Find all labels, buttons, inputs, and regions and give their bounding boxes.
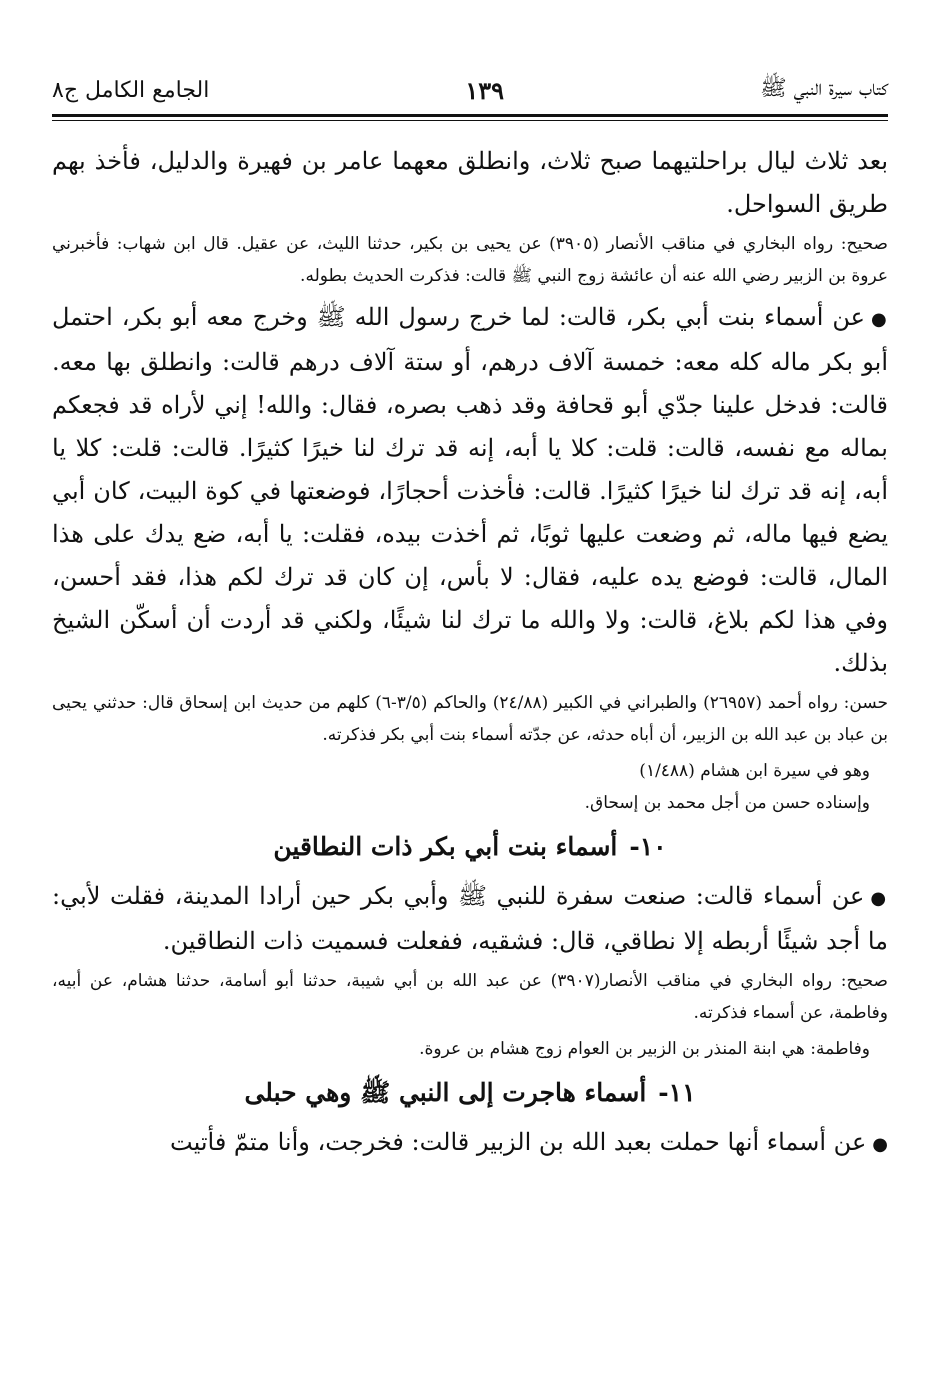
hadith-text xyxy=(52,875,888,963)
header-rule-thin xyxy=(52,120,888,121)
page-body xyxy=(52,140,888,1168)
section-title: أسماء هاجرت إلى النبي ﷺ وهي حبلى xyxy=(244,1078,647,1107)
hadith-body: عن أسماء قالت: صنعت سفرة للنبي ﷺ وأبي بكر حين أرادا المدينة، فقلت لأبي: ما أجد شيئًا أربطه إلا نطاقي، قال: فشقيه، ففعلت فسميت ذات النطاقين. xyxy=(52,882,888,955)
takhrij-note: حسن: رواه أحمد (٢٦٩٥٧) والطبراني في الكبير (٢٤/٨٨) والحاكم (٣/٥-٦) كلهم من حديث ابن إسحاق قال: حدثني يحيى بن عباد بن عبد الله بن الزبير، أن أباه حدثه، عن جدّته أسماء بنت أبي بكر فذكرته. xyxy=(52,693,888,745)
section-heading xyxy=(52,1069,888,1117)
hadith-body: عن أسماء بنت أبي بكر، قالت: لما خرج رسول الله ﷺ وخرج معه أبو بكر، احتمل أبو بكر ماله كله معه: خمسة آلاف درهم، أو ستة آلاف درهم قالت: وانطلق بها معه. قالت: فدخل علينا جدّي أبو قحافة وقد ذهب بصره، فقال: والله! إني لأراه قد فجعكم بماله مع نفسه، قالت: قلت: كلا يا أبه، إنه قد ترك لنا خيرًا كثيرًا. قالت: قلت: كلا يا أبه، إنه قد ترك لنا خيرًا كثيرًا. قالت: فأخذت أحجارًا، فوضعتها في كوة البيت، كان أبي يضع فيها ماله، ثم وضعت عليها ثوبًا، ثم أخذت بيده، فقلت: يا أبه، ضع يدك على هذا المال، قالت: فوضع يده عليه، فقال: لا بأس، إن كان قد ترك لكم هذا، فقد أحسن، وفي هذا لكم بلاغ، قالت: ولا والله ما ترك لنا شيئًا، ولكني قد أردت أن أسكّن الشيخ بذلك. xyxy=(52,303,889,677)
takhrij-note: صحيح: رواه البخاري في مناقب الأنصار(٣٩٠٧) عن عبد الله بن أبي شيبة، حدثنا أبو أسامة، حدثنا هشام، عن أبيه، وفاطمة، عن أسماء فذكرته. xyxy=(52,971,888,1023)
section-title: أسماء بنت أبي بكر ذات النطاقين xyxy=(273,832,618,861)
source-note: وهو في سيرة ابن هشام (١/٤٨٨) xyxy=(639,761,870,781)
section-number: ١١- xyxy=(658,1078,696,1107)
section-number: ١٠- xyxy=(629,832,667,861)
hadith-text xyxy=(52,296,888,685)
bullet-icon: ● xyxy=(870,888,888,909)
narrator-note: وفاطمة: هي ابنة المنذر بن الزبير بن العوام زوج هشام بن عروة. xyxy=(419,1039,870,1059)
isnad-note: وإسناده حسن من أجل محمد بن إسحاق. xyxy=(584,793,870,813)
takhrij-note: صحيح: رواه البخاري في مناقب الأنصار (٣٩٠٥) عن يحيى بن بكير، حدثنا الليث، عن عقيل. قال ابن شهاب: فأخبرني عروة بن الزبير رضي الله عنه أن عائشة زوج النبي ﷺ قالت: فذكرت الحديث بطوله. xyxy=(52,234,888,286)
book-section-title: كتاب سيرة النبي ﷺ xyxy=(760,76,888,101)
bullet-icon: ● xyxy=(870,309,888,330)
hadith-body: عن أسماء أنها حملت بعبد الله بن الزبير قالت: فخرجت، وأنا متمّ فأتيت xyxy=(170,1128,867,1156)
hadith-text-continued: بعد ثلاث ليال براحلتيهما صبح ثلاث، وانطلق معهما عامر بن فهيرة والدليل، فأخذ بهم طريق السواحل. xyxy=(52,147,888,218)
book-page xyxy=(52,0,888,1380)
header-rule-thick xyxy=(52,114,888,117)
section-heading xyxy=(52,823,888,871)
page-number: ١٣٩ xyxy=(465,75,505,105)
volume-title: الجامع الكامل ج٨ xyxy=(52,77,210,103)
hadith-text xyxy=(52,1121,888,1166)
bullet-icon: ● xyxy=(872,1134,888,1155)
running-header xyxy=(52,70,888,110)
